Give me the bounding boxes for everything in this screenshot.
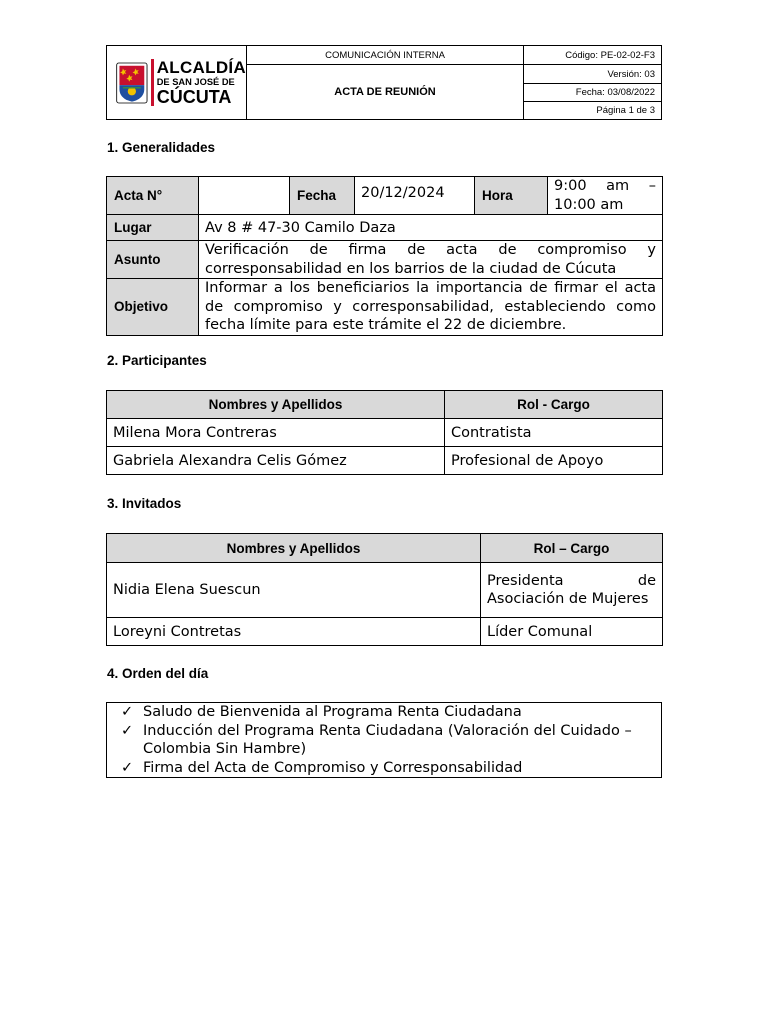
- objetivo-label: Objetivo: [107, 279, 199, 336]
- agenda-item-text: Firma del Acta de Compromiso y Corresponsabilidad: [143, 759, 523, 776]
- asunto-value: Verificación de firma de acta de compromiso y corresponsabilidad en los barrios de la ciudad de Cúcuta: [199, 241, 663, 279]
- section-title-orden: 4. Orden del día: [107, 666, 209, 681]
- table-row: [107, 419, 663, 447]
- lugar-value: Av 8 # 47-30 Camilo Daza: [199, 215, 663, 241]
- participante-rol: Profesional de Apoyo: [445, 447, 663, 475]
- coat-of-arms-icon: [116, 53, 148, 113]
- orden-del-dia-box: [106, 702, 662, 778]
- participante-nombre: Gabriela Alexandra Celis Gómez: [107, 447, 445, 475]
- doc-version: Versión: 03: [524, 65, 662, 84]
- hora-value: 9:00 am – 10:00 am: [548, 177, 663, 215]
- list-item: [121, 703, 655, 722]
- objetivo-value: Informar a los beneficiarios la importancia de firmar el acta de compromiso y corresponsabilidad, estableciendo como fecha límite para este trámite el 22 de diciembre.: [199, 279, 663, 336]
- invitados-header-nombre: Nombres y Apellidos: [107, 534, 481, 563]
- agenda-item-text: Inducción del Programa Renta Ciudadana (Valoración del Cuidado – Colombia Sin Hambre): [143, 722, 632, 757]
- check-icon: ✓: [121, 704, 134, 720]
- participante-rol: Contratista: [445, 419, 663, 447]
- asunto-label: Asunto: [107, 241, 199, 279]
- invitado-nombre: Nidia Elena Suescun: [107, 563, 481, 618]
- acta-label: Acta N°: [107, 177, 199, 215]
- invitados-header-rol: Rol – Cargo: [481, 534, 663, 563]
- check-icon: ✓: [121, 759, 134, 776]
- list-item: [121, 722, 655, 759]
- participante-nombre: Milena Mora Contreras: [107, 419, 445, 447]
- acta-value: [199, 177, 290, 215]
- participantes-header-nombre: Nombres y Apellidos: [107, 391, 445, 419]
- generalidades-table: [106, 176, 663, 336]
- hora-label: Hora: [475, 177, 548, 215]
- brand-wordmark: [151, 59, 246, 106]
- invitado-nombre: Loreyni Contretas: [107, 618, 481, 646]
- section-title-participantes: 2. Participantes: [107, 353, 207, 368]
- table-row: [107, 563, 663, 618]
- fecha-label: Fecha: [290, 177, 355, 215]
- invitado-rol: Presidenta de Asociación de Mujeres: [481, 563, 663, 618]
- section-title-generalidades: 1. Generalidades: [107, 140, 216, 155]
- agenda-list: [107, 703, 661, 777]
- section-title-invitados: 3. Invitados: [107, 496, 182, 511]
- list-item: [121, 759, 655, 778]
- doc-page: Página 1 de 3: [524, 102, 662, 120]
- lugar-label: Lugar: [107, 215, 199, 241]
- doc-code: Código: PE-02-02-F3: [524, 46, 662, 65]
- logo-cell: [107, 46, 247, 120]
- check-icon: ✓: [121, 722, 134, 739]
- participantes-table: [106, 390, 663, 475]
- brand-line-2: DE SAN JOSÉ DE: [156, 76, 235, 87]
- invitados-table: [106, 533, 663, 646]
- invitado-rol: Líder Comunal: [481, 618, 663, 646]
- fecha-value: 20/12/2024: [355, 177, 475, 215]
- brand-line-1: ALCALDÍA: [156, 57, 246, 77]
- doc-type: COMUNICACIÓN INTERNA: [247, 46, 524, 65]
- doc-title: ACTA DE REUNIÓN: [247, 65, 524, 120]
- table-row: [107, 618, 663, 646]
- participantes-header-rol: Rol - Cargo: [445, 391, 663, 419]
- doc-date: Fecha: 03/08/2022: [524, 84, 662, 102]
- document-header: [106, 45, 662, 120]
- agenda-item-text: Saludo de Bienvenida al Programa Renta Ciudadana: [143, 704, 522, 720]
- brand-line-3: CÚCUTA: [156, 87, 232, 108]
- table-row: [107, 447, 663, 475]
